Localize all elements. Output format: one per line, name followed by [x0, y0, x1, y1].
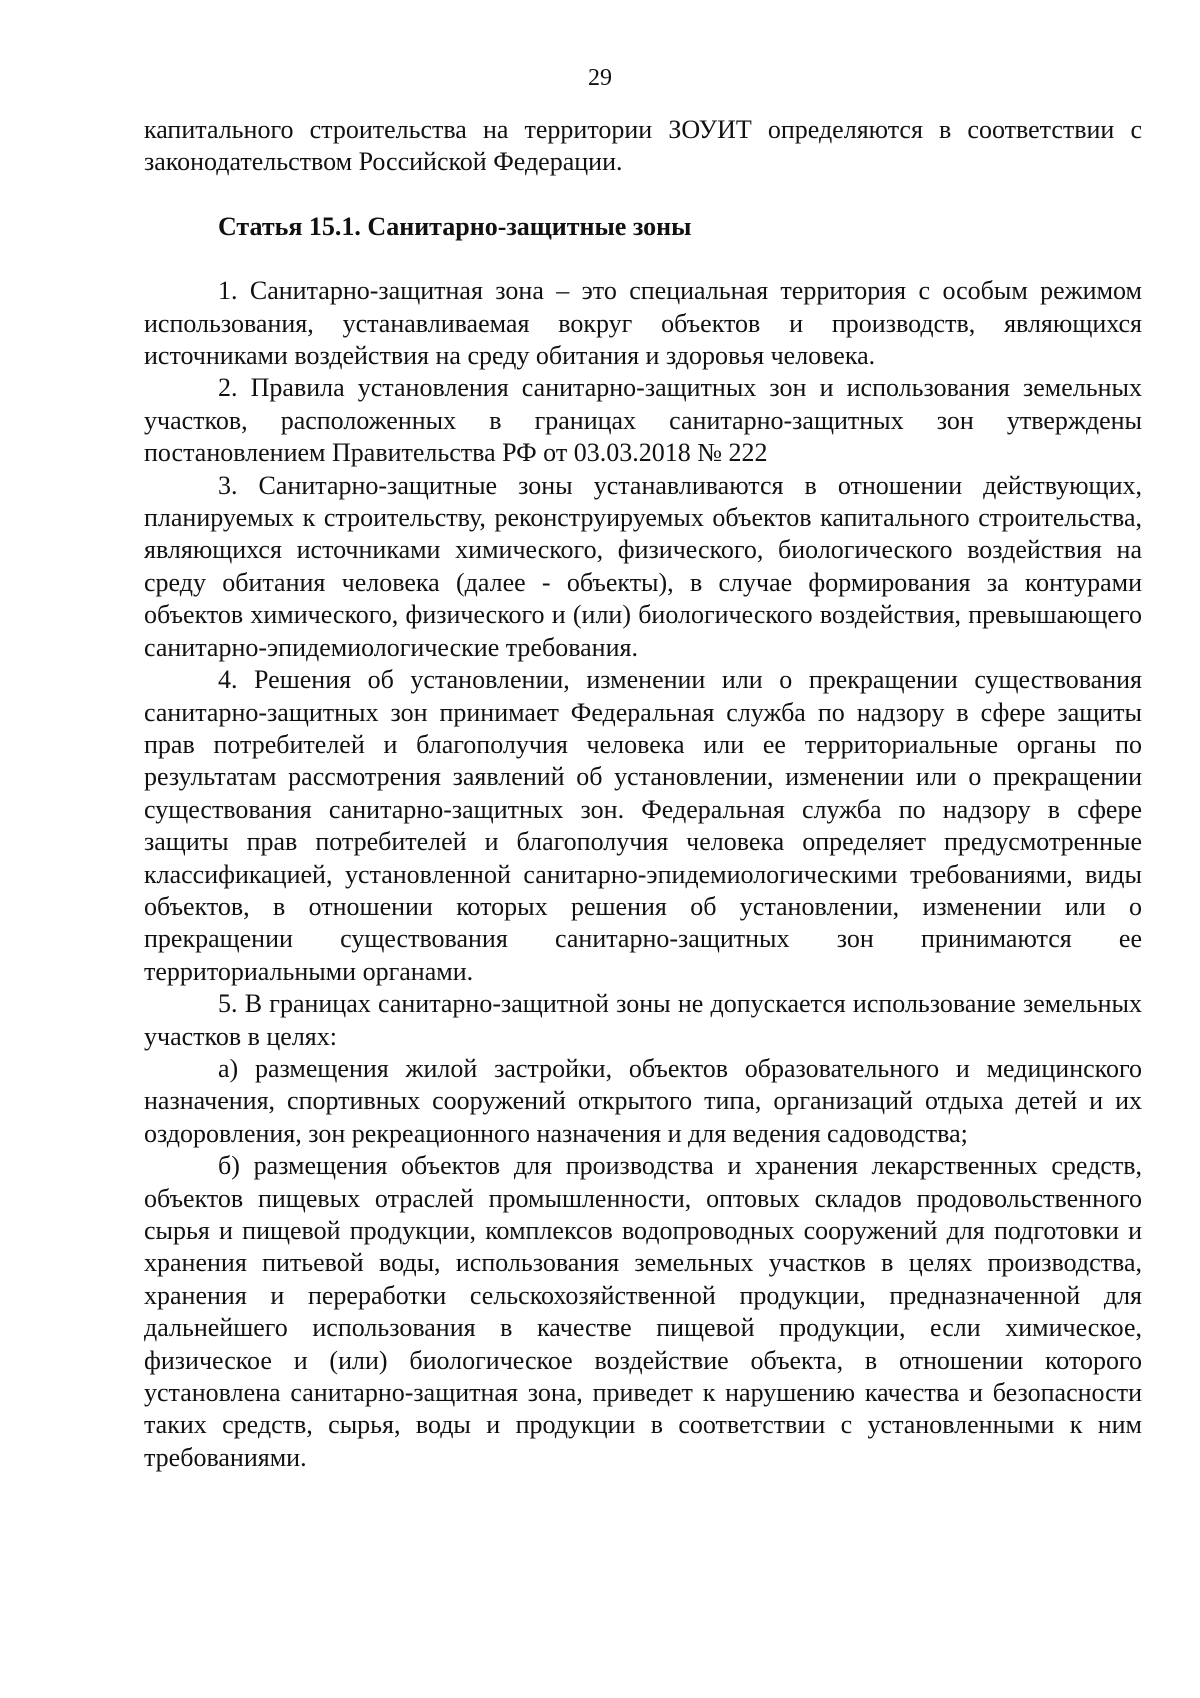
paragraph-5b: б) размещения объектов для производства и хранения лекарственных средств, объектов пищевых отраслей промышленности, оптовых складов продовольственного сырья и пищевой продукции, комплексов водопроводных сооружений для подготовки и хранения питьевой воды, использования земельных участков в целях производства, хранения и переработки сельскохозяйственной продукции, предназначенной для дальнейшего использования в качестве пищевой продукции, если химическое, физическое и (или) биологическое воздействие объекта, в отношении которого установлена санитарно-защитная зона, приведет к нарушению качества и безопасности таких средств, сырья, воды и продукции в соответствии с установленными к ним требованиями.	[144, 1151, 1142, 1472]
paragraph-5: 5. В границах санитарно-защитной зоны не допускается использование земельных участков в целях:	[144, 989, 1142, 1051]
paragraph-3: 3. Санитарно-защитные зоны устанавливаются в отношении действующих, планируемых к строительству, реконструируемых объектов капитального строительства, являющихся источниками химического, физического, биологического воздействия на среду обитания человека (далее - объекты), в случае формирования за контурами объектов химического, физического и (или) биологического воздействия, превышающего санитарно-эпидемиологические требования.	[144, 470, 1142, 662]
paragraph-1: 1. Санитарно-защитная зона – это специальная территория с особым режимом использования, устанавливаемая вокруг объектов и производств, являющихся источниками воздействия на среду обитания и здоровья человека.	[144, 276, 1142, 371]
document-body	[144, 114, 1142, 1474]
paragraph-5a: а) размещения жилой застройки, объектов образовательного и медицинского назначения, спортивных сооружений открытого типа, организаций отдыха детей и их оздоровления, зон рекреационного назначения и для ведения садоводства;	[144, 1053, 1142, 1148]
paragraph-2: 2. Правила установления санитарно-защитных зон и использования земельных участков, расположенных в границах санитарно-защитных зон утверждены постановлением Правительства РФ от 03.03.2018 № 222	[144, 373, 1142, 468]
page-number: 29	[588, 65, 612, 91]
paragraph-4: 4. Решения об установлении, изменении или о прекращении существования санитарно-защитных зон принимает Федеральная служба по надзору в сфере защиты прав потребителей и благополучия человека или ее территориальные органы по результатам рассмотрения заявлений об установлении, изменении или о прекращении существования санитарно-защитных зон. Федеральная служба по надзору в сфере защиты прав потребителей и благополучия человека определяет предусмотренные классификацией, установленной санитарно-эпидемиологическими требованиями, виды объектов, в отношении которых решения об установлении, изменении или о прекращении существования санитарно-защитных зон принимаются ее территориальными органами.	[144, 665, 1142, 986]
article-heading: Статья 15.1. Санитарно-защитные зоны	[218, 211, 692, 241]
lead-paragraph: капитального строительства на территории ЗОУИТ определяются в соответствии с законодательством Российской Федерации.	[144, 115, 1142, 177]
